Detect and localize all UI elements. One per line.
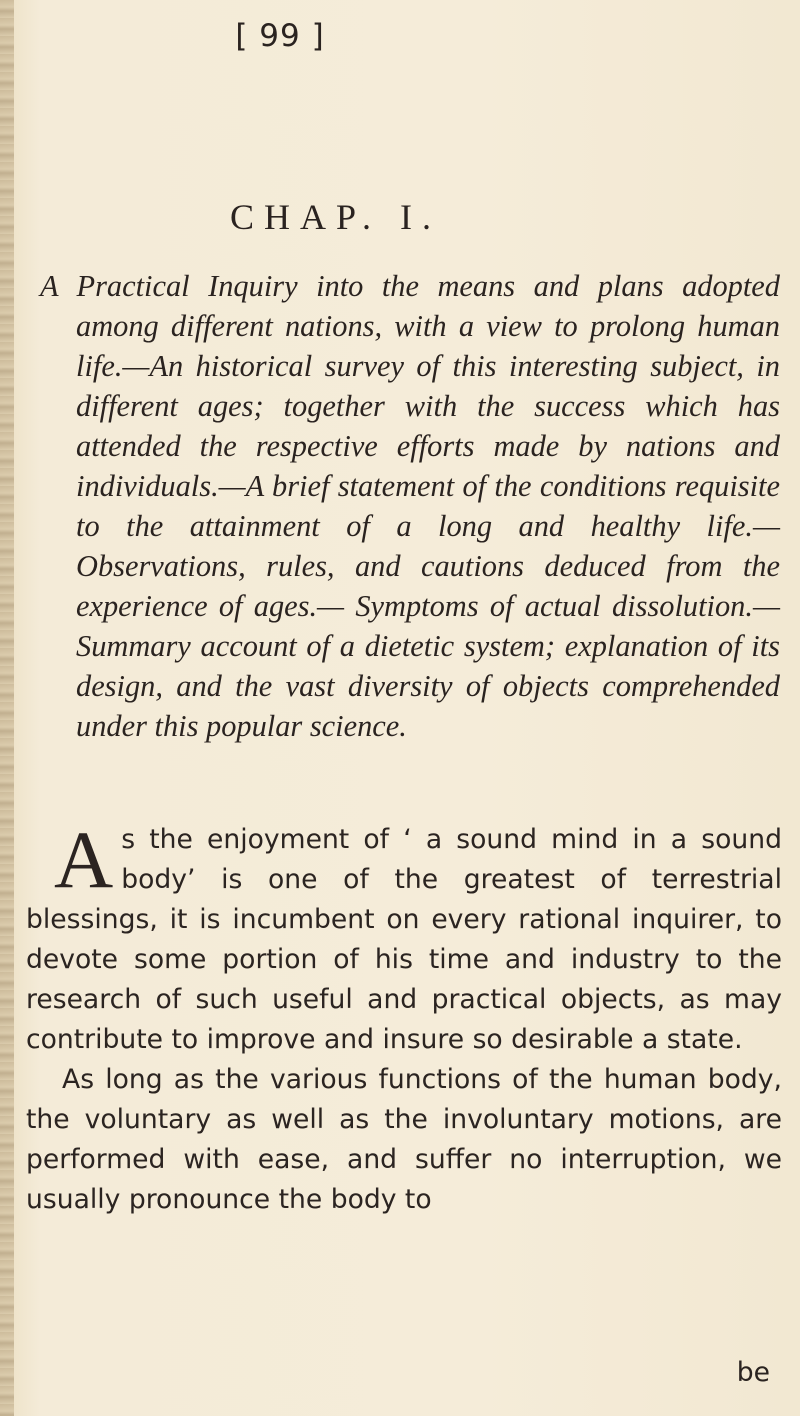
body-text [26, 814, 782, 1220]
chapter-title: CHAP. I. [230, 197, 442, 237]
binding-edge [0, 0, 14, 1416]
drop-cap: A [54, 814, 114, 905]
paragraph-2: As long as the various functions of the human body, the voluntary as well as the involuntary motions, are performed with ease, and suffer no interruption, we usually pronounce the body to [26, 1064, 782, 1215]
catchword: be [736, 1357, 770, 1388]
page-number: [ 99 ] [235, 18, 325, 54]
paragraph-1 [26, 814, 782, 1060]
chapter-summary: A Practical Inquiry into the means and plans adopted among different nations, with a view to prolong human life.—An historical survey of this interesting subject, in different ages; together with the success which has attended the respective efforts made by nations and individuals.—A brief statement of the conditions requisite to the attainment of a long and healthy life.—Observations, rules, and cautions deduced from the experience of ages.— Symptoms of actual dissolution.—Summary account of a dietetic system; explanation of its design, and the vast diversity of objects comprehended under this popular science. [40, 269, 780, 743]
paragraph-1-text: s the enjoyment of ‘ a sound mind in a sound body’ is one of the greatest of terrestrial blessings, it is incumbent on every rational inquirer, to devote some portion of his time and industry to the research of such useful and practical objects, as may contribute to improve and insure so desirable a state. [26, 824, 782, 1055]
